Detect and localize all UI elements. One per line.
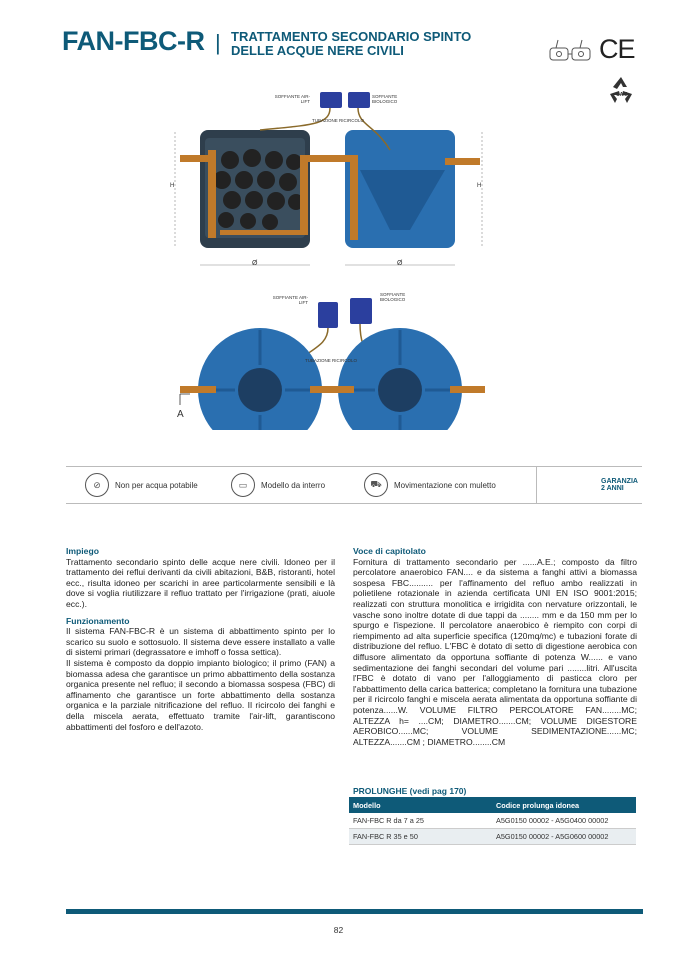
warranty-badge: GARANZIA 2 ANNI: [536, 467, 642, 503]
page-title: [231, 30, 471, 58]
cell-codice: A5G0150 00002 - A5G0400 00002: [492, 813, 636, 829]
product-code: FAN-FBC-R: [62, 26, 205, 56]
funzionamento-title: Funzionamento: [66, 615, 130, 626]
label-soffiante-airlift-plan: SOFFIANTE AIR-LIFT: [272, 295, 308, 305]
ce-mark: CE: [599, 34, 635, 64]
label-tubazione-plan: TUBAZIONE RICIRCOLO: [305, 358, 358, 363]
impiego-title: Impiego: [66, 546, 99, 556]
impiego-text: Trattamento secondario spinto delle acque nere civili. Idoneo per il trattamento dei reflui derivanti da civili abitazioni, B&B, ristoranti, hotel ecc., risulta idoneo per scarichi in aree particolarmente sensibili e là dove si voglia riutilizzare il refluo trattato per l'irrigazione (prati, aiuole ecc.).: [66, 556, 335, 609]
recycle-icon: [605, 74, 637, 106]
dim-phi-left: Ø: [252, 260, 258, 267]
left-column: [66, 546, 335, 732]
header-modello: Modello: [349, 797, 492, 813]
funzionamento-text-1: Il sistema FAN-FBC-R è un sistema di abbattimento spinto per lo scarico su suolo e sottosuolo. Il sistema deve essere installato a valle di sistemi primari (degrassatore e imhoff o fossa settica).: [66, 626, 335, 658]
technical-drawing: [160, 80, 500, 430]
label-soffiante-airlift-top: SOFFIANTE AIR-LIFT: [274, 94, 310, 104]
prolunghe-table: [349, 797, 636, 845]
voce-text: Fornitura di trattamento secondario per ......A.E.; composto da filtro percolatore anaerobico FAN.... e da sistema a fanghi attivi a biomassa sospesa FBC.......... per l'affinamento del refluo ambo realizzati in polietilene rotazionale in azienda certificata UNI EN ISO 9001:2015; realizzati con struttura monolitica e irrigidita con nervature orizzontali, le vasche sono inoltre dotate di due tappi da ........ mm e da 150 mm per lo spurgo e l'ispezione. Il percolatore anaerobico è riempito con corpi di riempimento ad alta superficie specifica (120mq/mc) e tubazioni forate di distribuzione del refluo. L'FBC è dotato di setto di digestione aerobica con diffusore alimentato da opportuna soffiante di potenza W...... e vano sedimentazione dei fanghi secondari del volume pari ........litri. All'uscita l'FBC è dotato di vano per l'alloggiamento di pasticca cloro per l'abbattimento della carica batterica; completano la fornitura una tubazione per il ricircolo fanghi e miscela aerata alimentata da opportuna soffiante di potenza......W. VOLUME FILTRO PERCOLATORE FAN........MC; ALTEZZA h= ....CM; DIAMETRO.......CM; VOLUME DIGESTORE AEROBICO......MC; VOLUME SEDIMENTAZIONE......MC; ALTEZZA.......CM ; DIAMETRO........CM: [353, 556, 637, 747]
prolunghe-title: PROLUNGHE (vedi pag 170): [353, 786, 467, 796]
title-separator: |: [215, 30, 221, 55]
certification-tanks-icon: [548, 36, 594, 64]
badge-label: Modello da interro: [261, 480, 326, 490]
right-column: [353, 546, 637, 747]
dim-h-left: H: [170, 183, 175, 189]
header-codice: Codice prolunga idonea: [492, 797, 636, 813]
funzionamento-text-2: Il sistema è composto da doppio impianto biologico; il primo (FAN) a biomassa adesa che garantisce un primo abbattimento della sostanza organica presente nel refluo; il secondo a biomassa sospesa (FBC) di affinamento che garantisce un forte abbattimento della sostanza organica e la parziale nitrificazione del refluo. Il ricircolo dei fanghi e della miscela aerata, effettuato tramite l'air-lift, garantiscono abbattimenti del fosforo e dell'azoto.: [66, 657, 335, 732]
cam-label: CAM: [616, 92, 628, 98]
product-figure: [160, 80, 500, 430]
dim-h-right: H: [477, 183, 482, 189]
table-row: [349, 829, 636, 845]
section-label: A: [177, 409, 184, 420]
badge-non-potabile: [85, 473, 198, 497]
cell-modello: FAN-FBC R da 7 a 25: [349, 813, 492, 829]
badge-muletto: [364, 473, 496, 497]
no-drink-icon: ⊘: [85, 473, 109, 497]
badge-label: Non per acqua potabile: [115, 480, 198, 490]
dim-phi-right: Ø: [397, 260, 403, 267]
table-row: [349, 813, 636, 829]
feature-badges: [66, 466, 642, 504]
badge-label: Movimentazione con muletto: [394, 480, 496, 490]
underground-icon: ▭: [231, 473, 255, 497]
forklift-icon: ⛟: [364, 473, 388, 497]
label-soffiante-biologico-plan: SOFFIANTE BIOLOGICO: [380, 292, 406, 302]
label-soffiante-biologico-top: SOFFIANTE BIOLOGICO: [372, 94, 398, 104]
badge-interro: [231, 473, 325, 497]
title-line-1: TRATTAMENTO SECONDARIO SPINTO: [231, 29, 472, 44]
table-header-row: [349, 797, 636, 813]
voce-title: Voce di capitolato: [353, 546, 426, 556]
label-tubazione-top: TUBAZIONE RICIRCOLO: [312, 118, 365, 123]
page-number: 82: [333, 925, 344, 935]
footer-bar: [66, 909, 643, 914]
cell-codice: A5G0150 00002 - A5G0600 00002: [492, 829, 636, 845]
cell-modello: FAN-FBC R 35 e 50: [349, 829, 492, 845]
title-line-2: DELLE ACQUE NERE CIVILI: [231, 43, 404, 58]
